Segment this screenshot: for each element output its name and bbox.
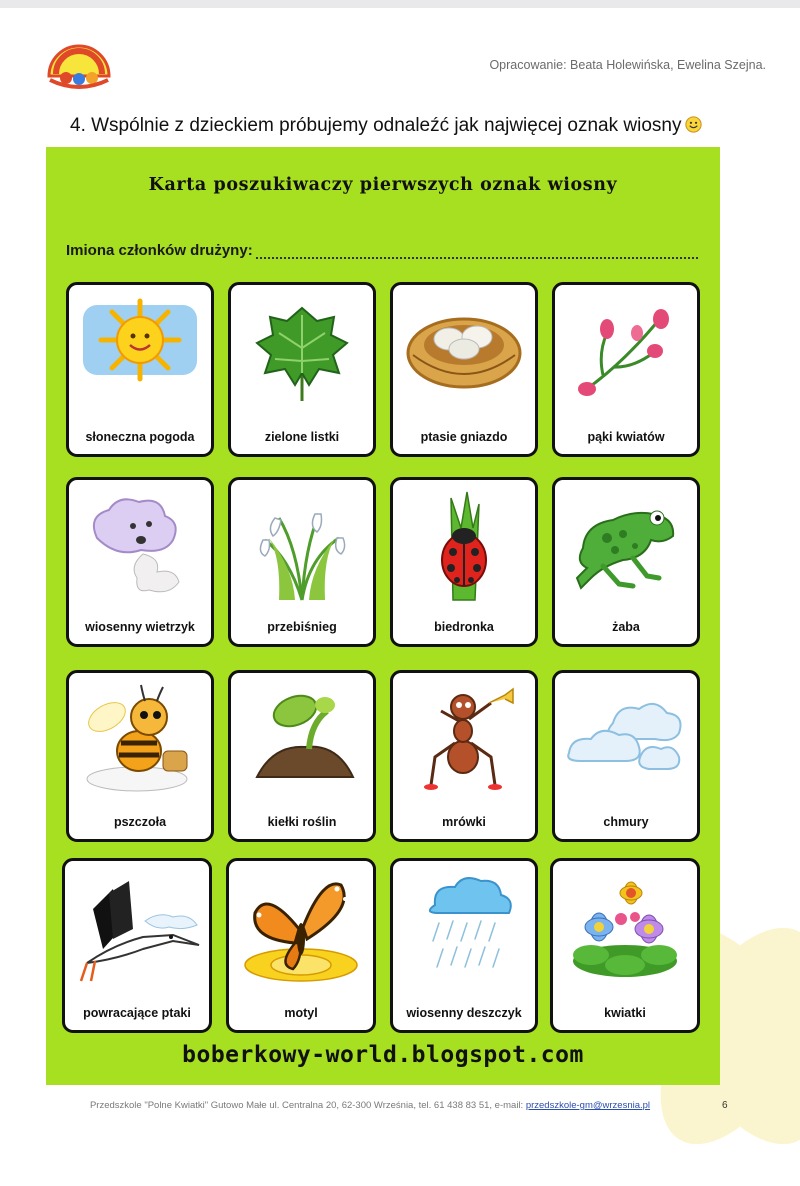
- footer-address: Przedszkole "Polne Kwiatki" Gutowo Małe ul. Centralna 20, 62-300 Września, tel. 61 438 83 51, e-mail:: [89, 1100, 526, 1111]
- bee-icon: [77, 681, 203, 796]
- tile-ants: [390, 670, 538, 842]
- tile-label: pszczoła: [113, 815, 167, 829]
- tile-label: motyl: [284, 1006, 318, 1020]
- tile-sunny-weather: [66, 282, 214, 457]
- tile-label: chmury: [603, 815, 649, 829]
- tile-label: kiełki roślin: [267, 815, 337, 829]
- tile-label: zielone listki: [264, 430, 340, 444]
- tile-label: przebiśnieg: [267, 620, 337, 634]
- window-top-bar: [0, 0, 800, 8]
- blog-url: boberkowy-world.blogspot.com: [182, 1042, 584, 1068]
- tile-bee: [66, 670, 214, 842]
- footer-email-link[interactable]: przedszkole-gm@wrzesnia.pl: [525, 1100, 651, 1111]
- tile-label: wiosenny wietrzyk: [85, 620, 195, 634]
- card-title: Karta poszukiwaczy pierwszych oznak wiosny: [148, 175, 618, 195]
- tile-label: słoneczna pogoda: [85, 430, 195, 444]
- dotted-fill-line: [256, 243, 698, 259]
- tile-plant-sprouts: [228, 670, 376, 842]
- tile-little-flowers: [550, 858, 700, 1033]
- page-number: 6: [722, 1100, 728, 1111]
- flowers-icon: [561, 869, 689, 984]
- tile-green-leaves: [228, 282, 376, 457]
- tile-label: mrówki: [442, 815, 486, 829]
- tile-frog: [552, 477, 700, 647]
- team-names-label: Imiona członków drużyny:: [66, 242, 253, 259]
- tile-label: wiosenny deszczyk: [406, 1006, 522, 1020]
- tile-label: ptasie gniazdo: [420, 430, 508, 444]
- spring-signs-card: [46, 147, 720, 1085]
- smiley-icon: [685, 116, 702, 133]
- tile-clouds: [552, 670, 700, 842]
- sun-icon: [77, 293, 203, 403]
- tile-label: kwiatki: [604, 1006, 646, 1020]
- page-footer: [60, 1100, 680, 1111]
- clouds-icon: [563, 681, 689, 796]
- tile-label: pąki kwiatów: [587, 430, 665, 444]
- butterfly-icon: [237, 869, 365, 987]
- instruction-heading: [70, 115, 702, 137]
- stork-icon: [73, 869, 201, 984]
- sprout-icon: [239, 681, 365, 791]
- tile-spring-breeze: [66, 477, 214, 647]
- instruction-text: 4. Wspólnie z dzieckiem próbujemy odnaleźć jak najwięcej oznak wiosny: [70, 115, 682, 136]
- ant-icon: [401, 681, 527, 796]
- snowdrop-icon: [239, 488, 365, 603]
- authors-line: Opracowanie: Beata Holewińska, Ewelina Szejna.: [489, 58, 766, 72]
- tile-ladybug: [390, 477, 538, 647]
- frog-icon: [563, 488, 689, 598]
- tile-bird-nest: [390, 282, 538, 457]
- buds-icon: [563, 293, 689, 403]
- tile-label: powracające ptaki: [83, 1006, 191, 1020]
- nest-icon: [401, 293, 527, 403]
- rain-icon: [401, 869, 527, 987]
- leaf-icon: [239, 293, 365, 413]
- tile-label: biedronka: [434, 620, 494, 634]
- tile-spring-rain: [390, 858, 538, 1033]
- team-names-line: [66, 242, 698, 259]
- ladybug-icon: [401, 488, 527, 603]
- tile-label: żaba: [612, 620, 640, 634]
- preschool-logo: [44, 36, 114, 92]
- tile-flower-buds: [552, 282, 700, 457]
- wind-cloud-icon: [77, 488, 203, 598]
- tile-returning-birds: [62, 858, 212, 1033]
- tile-snowdrop: [228, 477, 376, 647]
- tile-butterfly: [226, 858, 376, 1033]
